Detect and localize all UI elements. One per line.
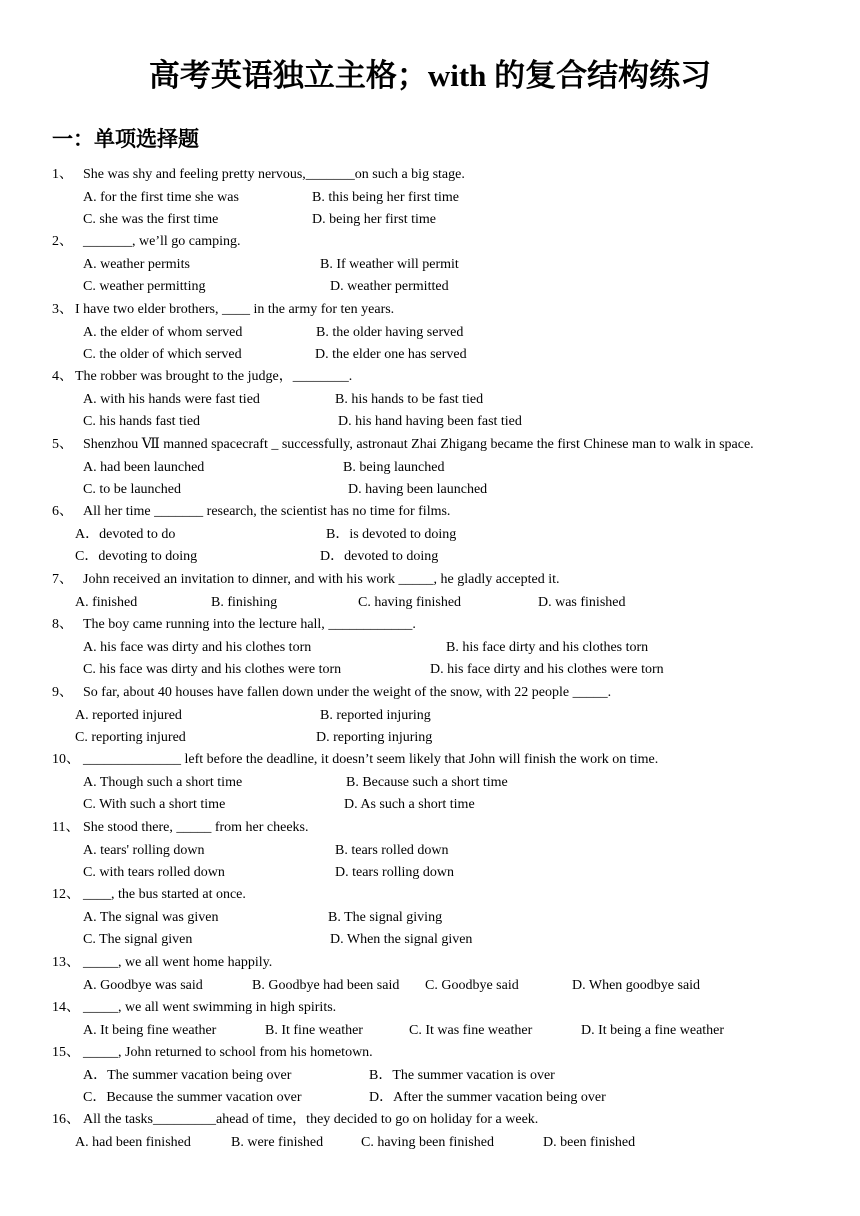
option-a: A. tears' rolling down: [83, 842, 205, 858]
option-c: C. weather permitting: [83, 279, 206, 294]
stem-text: .: [607, 685, 612, 700]
option-d: D. his face dirty and his clothes were torn: [430, 662, 664, 677]
option-d: D. When goodbye said: [572, 977, 701, 993]
option-a: A. the elder of whom served: [83, 324, 243, 340]
stem-text: from her cheeks.: [211, 820, 309, 835]
question-number: 12、: [52, 887, 80, 902]
stem-text: ahead of time，they decided to go on holiday for a week.: [216, 1112, 539, 1127]
option-a: A. weather permits: [83, 256, 190, 272]
stem-text: Shenzhou Ⅶ manned spacecraft _ successfully, astronaut Zhai Zhigang became the first Chinese man to walk in space.: [83, 437, 754, 452]
option-a: A. Though such a short time: [83, 774, 243, 790]
question-number: 15、: [52, 1045, 80, 1060]
question-number: 6、: [52, 504, 73, 519]
option-c: C. his hands fast tied: [83, 414, 201, 429]
question-stem: [83, 569, 560, 591]
option-b: B．The summer vacation is over: [369, 1067, 555, 1083]
option-c: C. to be launched: [83, 482, 181, 497]
stem-text: , we all went home happily.: [118, 955, 273, 970]
option-a: A. for the first time she was: [83, 189, 239, 205]
option-c: C．Because the summer vacation over: [83, 1090, 302, 1105]
option-b: B. reported injuring: [320, 707, 431, 723]
question-number: 10、: [52, 752, 80, 767]
stem-text: All the tasks: [83, 1112, 153, 1127]
option-d: D. having been launched: [348, 482, 488, 497]
option-d: D. the elder one has served: [315, 347, 467, 362]
option-d: D. being her first time: [312, 212, 437, 227]
option-b: B. his hands to be fast tied: [335, 391, 484, 407]
option-a: A. had been launched: [83, 459, 205, 475]
answer-blank: _____: [176, 820, 212, 835]
section-heading: 一：单项选择题: [52, 127, 199, 151]
question-number: 4、: [52, 369, 73, 384]
stem-text: research, the scientist has no time for films.: [203, 504, 451, 519]
question-number: 13、: [52, 955, 80, 970]
option-d: D．After the summer vacation being over: [369, 1090, 606, 1105]
option-a: A. The signal was given: [83, 909, 219, 925]
option-c: C. It was fine weather: [409, 1022, 533, 1038]
question-number: 9、: [52, 685, 73, 700]
option-d: D. tears rolling down: [335, 865, 454, 880]
question-stem: [83, 952, 272, 974]
option-a: A. his face was dirty and his clothes torn: [83, 639, 312, 655]
question-stem: [83, 682, 611, 704]
question-stem: [83, 1109, 538, 1131]
option-c: C. The signal given: [83, 932, 193, 947]
option-b: B. It fine weather: [265, 1022, 363, 1038]
answer-blank: _______: [305, 167, 355, 182]
option-d: D. was finished: [538, 594, 626, 610]
question-number: 3、: [52, 302, 73, 317]
option-d: D. been finished: [543, 1134, 636, 1150]
option-b: B. Goodbye had been said: [252, 977, 400, 993]
stem-text: in the army for ten years.: [249, 302, 395, 317]
stem-text: John received an invitation to dinner, and with his work: [83, 572, 399, 587]
option-a: A. had been finished: [75, 1134, 191, 1150]
option-b: B. his face dirty and his clothes torn: [446, 639, 649, 655]
answer-blank: _________: [153, 1112, 216, 1127]
stem-text: , we’ll go camping.: [132, 234, 241, 249]
question-stem: [83, 231, 240, 253]
answer-blank: ______________: [83, 752, 181, 767]
question-stem: [83, 817, 309, 839]
answer-blank: ________: [292, 369, 349, 384]
option-a: A. Goodbye was said: [83, 977, 203, 993]
stem-text: left before the deadline, it doesn’t seem likely that John will finish the work on time.: [181, 752, 659, 767]
option-a: A. reported injured: [75, 707, 182, 723]
question-number: 16、: [52, 1112, 80, 1127]
option-d: D. When the signal given: [330, 932, 473, 947]
answer-blank: _____: [83, 955, 118, 970]
option-c: C. With such a short time: [83, 797, 226, 812]
question-stem: [83, 164, 465, 186]
stem-text: , the bus started at once.: [111, 887, 246, 902]
stem-text: , he gladly accepted it.: [433, 572, 560, 587]
question-number: 2、: [52, 234, 73, 249]
option-b: B．is devoted to doing: [326, 526, 457, 542]
question-stem: [75, 299, 394, 321]
question-number: 14、: [52, 1000, 80, 1015]
stem-text: , John returned to school from his hometown.: [118, 1045, 373, 1060]
option-c: C. having finished: [358, 594, 462, 610]
stem-text: on such a big stage.: [354, 167, 465, 182]
answer-blank: _____: [572, 685, 608, 700]
option-c: C. she was the first time: [83, 212, 219, 227]
option-b: B. finishing: [211, 594, 278, 610]
option-c: C. his face was dirty and his clothes were torn: [83, 662, 342, 677]
option-b: B. tears rolled down: [335, 842, 449, 858]
question-stem: [83, 997, 336, 1019]
option-d: D. It being a fine weather: [581, 1022, 725, 1038]
option-b: B. being launched: [343, 459, 445, 475]
option-a: A. finished: [75, 594, 138, 610]
stem-text: The boy came running into the lecture hall,: [83, 617, 329, 632]
question-stem: [75, 366, 352, 388]
option-b: B. The signal giving: [328, 909, 443, 925]
stem-text: I have two elder brothers,: [75, 302, 222, 317]
question-stem: [83, 1042, 373, 1064]
option-a: A. with his hands were fast tied: [83, 391, 260, 407]
stem-text: She stood there,: [83, 820, 177, 835]
question-number: 1、: [52, 167, 73, 182]
question-stem: [83, 749, 658, 771]
option-d: D．devoted to doing: [320, 549, 439, 564]
option-c: C. with tears rolled down: [83, 865, 225, 880]
option-d: D. his hand having been fast tied: [338, 414, 522, 429]
answer-blank: _______: [83, 234, 132, 249]
option-b: B. Because such a short time: [346, 774, 508, 790]
question-number: 11、: [52, 820, 80, 835]
stem-text: All her time: [83, 504, 155, 519]
question-stem: [83, 501, 450, 523]
option-c: C. having been finished: [361, 1134, 494, 1150]
option-d: D. weather permitted: [330, 279, 449, 294]
stem-text: .: [348, 369, 353, 384]
question-number: 5、: [52, 437, 73, 452]
answer-blank: ____________: [328, 617, 413, 632]
option-a: A．The summer vacation being over: [83, 1067, 292, 1083]
option-c: C. reporting injured: [75, 730, 186, 745]
option-b: B. were finished: [231, 1134, 324, 1150]
stem-text: , we all went swimming in high spirits.: [118, 1000, 337, 1015]
question-number: 8、: [52, 617, 73, 632]
answer-blank: _____: [83, 1000, 118, 1015]
answer-blank: ____: [83, 887, 111, 902]
stem-text: The robber was brought to the judge，: [75, 369, 293, 384]
document-title: 高考英语独立主格；with 的复合结构练习: [148, 58, 712, 93]
stem-text: .: [412, 617, 416, 632]
answer-blank: _______: [154, 504, 204, 519]
question-stem: [83, 884, 246, 906]
option-a: A．devoted to do: [75, 526, 176, 542]
answer-blank: _____: [83, 1045, 118, 1060]
option-b: B. the older having served: [316, 324, 464, 340]
answer-blank: ____: [221, 302, 250, 317]
option-c: C．devoting to doing: [75, 549, 198, 564]
stem-text: So far, about 40 houses have fallen down under the weight of the snow, with 22 people: [83, 685, 573, 700]
question-number: 7、: [52, 572, 73, 587]
option-d: D. As such a short time: [344, 797, 475, 812]
answer-blank: _____: [398, 572, 434, 587]
question-stem: [83, 614, 416, 636]
option-c: C. the older of which served: [83, 347, 242, 362]
option-c: C. Goodbye said: [425, 977, 519, 993]
option-b: B. If weather will permit: [320, 256, 459, 272]
option-a: A. It being fine weather: [83, 1022, 217, 1038]
option-d: D. reporting injuring: [316, 730, 433, 745]
stem-text: She was shy and feeling pretty nervous,: [83, 167, 306, 182]
question-stem: [83, 434, 754, 456]
option-b: B. this being her first time: [312, 189, 459, 205]
